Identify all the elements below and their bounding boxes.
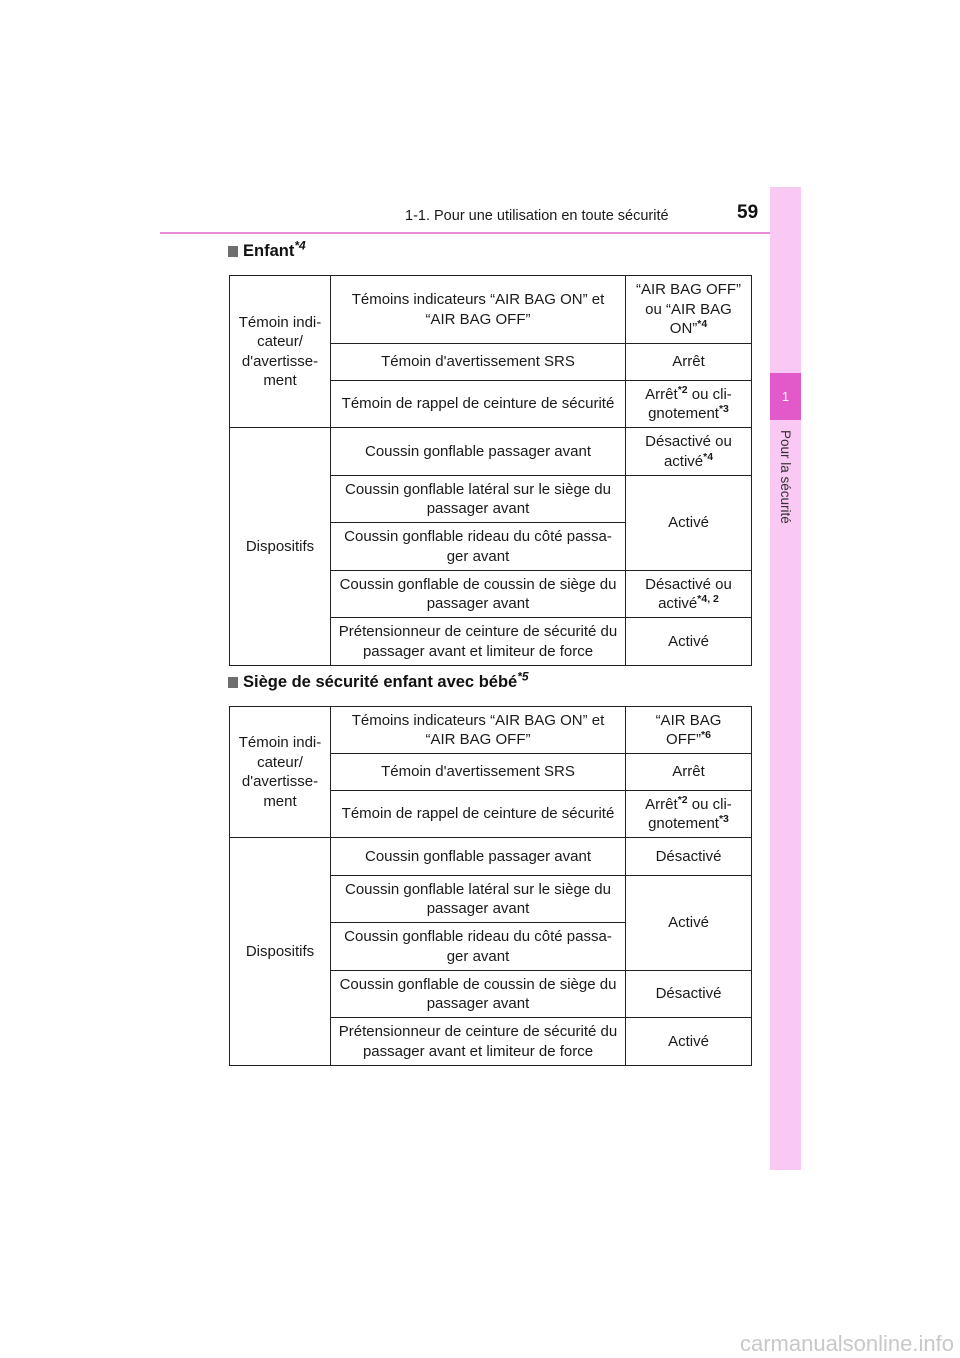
item-cell xyxy=(331,754,626,791)
section-heading-enfant xyxy=(243,238,306,261)
status-text: Désactivé xyxy=(655,847,722,865)
item-cell xyxy=(331,923,626,971)
section-heading-siege-bebe xyxy=(243,669,529,692)
item-cell xyxy=(331,523,626,571)
status-text: ou cli- gnotement xyxy=(648,385,732,422)
status-text: Arrêt xyxy=(672,353,705,371)
square-bullet-icon xyxy=(228,246,238,257)
item-cell xyxy=(331,276,626,344)
status-text: ou cli- gnotement xyxy=(648,795,732,832)
item-text: Coussin gonflable passager avant xyxy=(365,442,591,460)
table-row xyxy=(230,707,752,754)
item-cell xyxy=(331,428,626,476)
status-cell xyxy=(626,381,752,428)
status-cell xyxy=(626,791,752,838)
footnote-ref: *5 xyxy=(517,669,529,684)
status-cell xyxy=(626,971,752,1018)
item-text: Coussin gonflable latéral sur le siège du passager avant xyxy=(345,880,611,917)
item-text: Coussin gonflable de coussin de siège du passager avant xyxy=(339,975,617,1012)
header-rule xyxy=(160,232,770,234)
item-cell xyxy=(331,791,626,838)
item-text: Coussin gonflable passager avant xyxy=(365,847,591,865)
status-text: Activé xyxy=(668,914,709,932)
status-text: “AIR BAG OFF” ou “AIR BAG ON” xyxy=(636,281,741,338)
devices-row-header xyxy=(230,838,331,1066)
item-cell xyxy=(331,571,626,618)
item-text: Coussin gonflable rideau du côté passa- ger avant xyxy=(344,928,612,965)
status-cell xyxy=(626,276,752,344)
footnote-ref: *4 xyxy=(697,318,708,331)
status-text: Désactivé xyxy=(655,985,722,1003)
indicators-row-header xyxy=(230,707,331,838)
status-cell xyxy=(626,707,752,754)
footnote-ref: *4 xyxy=(703,450,714,463)
item-cell xyxy=(331,344,626,381)
chapter-number-badge xyxy=(770,373,801,420)
watermark-text: carmanualsonline.info xyxy=(739,1331,954,1356)
status-text: Désactivé ou activé xyxy=(645,575,732,612)
item-text: Témoins indicateurs “AIR BAG ON” et “AIR BAG OFF” xyxy=(351,291,605,328)
item-text: Coussin gonflable rideau du côté passa- ger avant xyxy=(344,528,612,565)
item-cell xyxy=(331,381,626,428)
status-text: Désactivé ou activé xyxy=(645,433,732,470)
item-cell xyxy=(331,618,626,666)
status-cell xyxy=(626,571,752,618)
header-section-title: 1-1. Pour une utilisation en toute sécurité xyxy=(405,208,669,224)
status-cell xyxy=(626,428,752,476)
devices-label: Dispositifs xyxy=(245,537,315,555)
section-title: Siège de sécurité enfant avec bébé xyxy=(243,673,518,691)
footnote-ref: *2 xyxy=(677,793,688,806)
item-text: Coussin gonflable de coussin de siège du passager avant xyxy=(339,575,617,612)
item-text: Témoin d'avertissement SRS xyxy=(381,763,575,781)
item-text: Prétensionneur de ceinture de sécurité du passager avant et limiteur de force xyxy=(338,623,618,660)
item-cell xyxy=(331,707,626,754)
status-cell xyxy=(626,618,752,666)
chapter-title: Pour la sécurité xyxy=(778,430,793,524)
devices-label: Dispositifs xyxy=(245,942,315,960)
footnote-ref: *6 xyxy=(701,729,711,741)
section-title: Enfant xyxy=(243,242,295,260)
enfant-airbag-status-table xyxy=(229,275,752,666)
status-cell xyxy=(626,876,752,971)
chapter-side-tab xyxy=(770,187,801,1170)
indicators-row-header xyxy=(230,276,331,428)
status-text: Activé xyxy=(668,1032,709,1050)
table-row xyxy=(230,276,752,344)
status-text: Arrêt xyxy=(645,795,678,813)
table-row xyxy=(230,428,752,476)
status-cell xyxy=(626,344,752,381)
status-text: “AIR BAG OFF” xyxy=(655,711,722,748)
table-row xyxy=(230,838,752,876)
item-text: Témoin de rappel de ceinture de sécurité xyxy=(341,395,615,413)
status-cell xyxy=(626,476,752,571)
item-text: Témoins indicateurs “AIR BAG ON” et “AIR BAG OFF” xyxy=(351,711,605,748)
devices-row-header xyxy=(230,428,331,666)
footnote-ref: *3 xyxy=(718,813,729,825)
item-cell xyxy=(331,476,626,523)
status-cell xyxy=(626,838,752,876)
item-cell xyxy=(331,1018,626,1066)
item-text: Prétensionneur de ceinture de sécurité du passager avant et limiteur de force xyxy=(338,1023,618,1060)
indicators-label: Témoin indi- cateur/ d'avertisse- ment xyxy=(238,734,322,810)
status-text: Arrêt xyxy=(672,763,705,781)
indicators-label: Témoin indi- cateur/ d'avertisse- ment xyxy=(238,313,322,389)
siege-bebe-airbag-status-table xyxy=(229,706,752,1066)
footnote-ref: *4, 2 xyxy=(697,593,719,605)
footnote-ref: *4 xyxy=(294,238,306,253)
item-cell xyxy=(331,838,626,876)
status-cell xyxy=(626,1018,752,1066)
page-number: 59 xyxy=(737,202,759,223)
item-text: Témoin de rappel de ceinture de sécurité xyxy=(341,805,615,823)
status-cell xyxy=(626,754,752,791)
chapter-number: 1 xyxy=(781,389,790,404)
item-text: Témoin d'avertissement SRS xyxy=(381,353,575,371)
status-text: Arrêt xyxy=(645,385,678,403)
square-bullet-icon xyxy=(228,677,238,688)
status-text: Activé xyxy=(668,514,709,532)
item-cell xyxy=(331,876,626,923)
item-text: Coussin gonflable latéral sur le siège du passager avant xyxy=(345,480,611,517)
footnote-ref: *2 xyxy=(677,383,688,396)
item-cell xyxy=(331,971,626,1018)
status-text: Activé xyxy=(668,632,709,650)
footnote-ref: *3 xyxy=(718,403,729,415)
